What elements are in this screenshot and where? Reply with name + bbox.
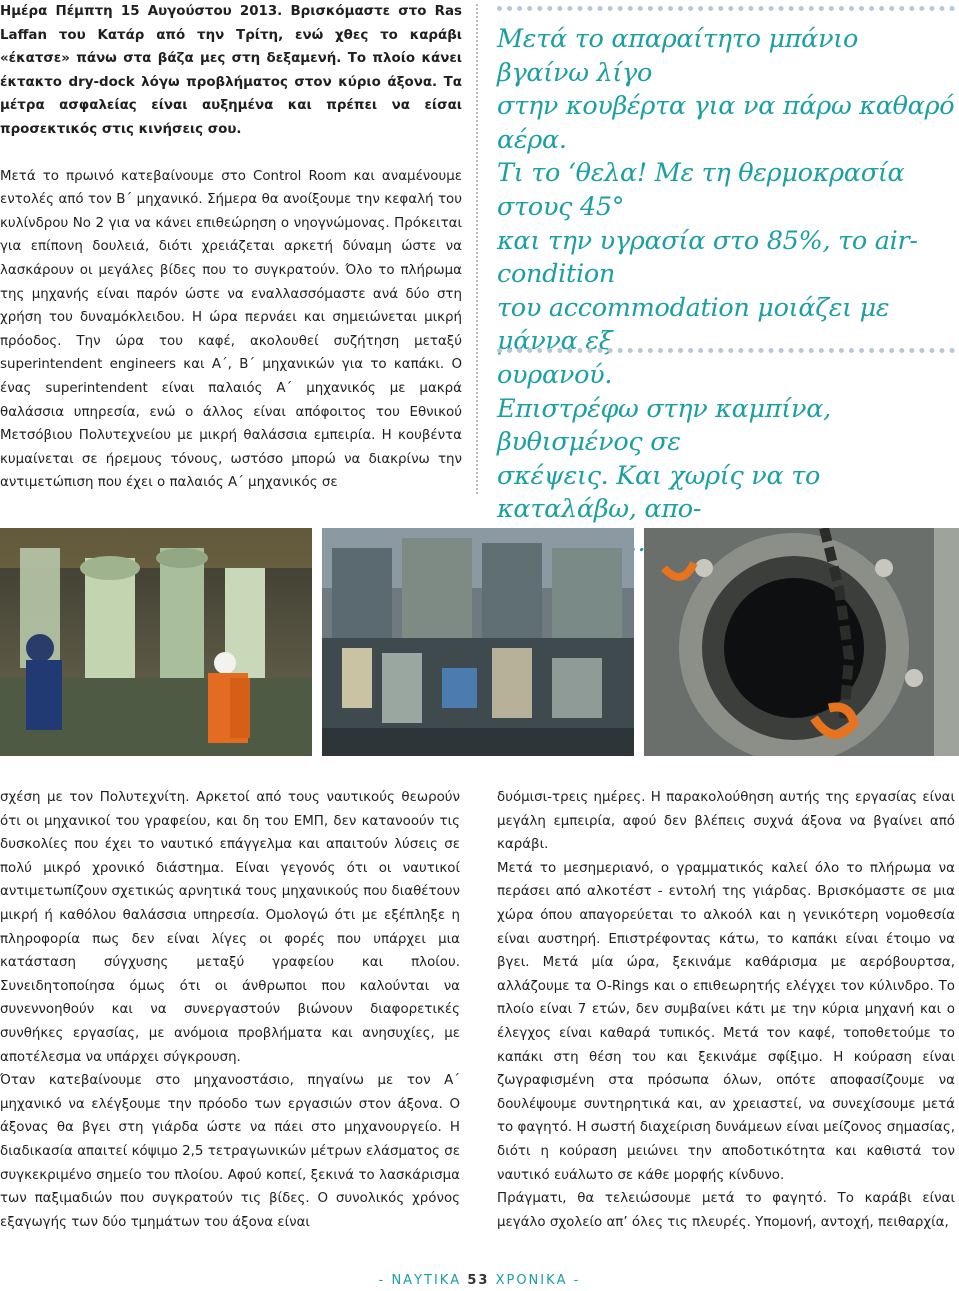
quote-bottom-dots bbox=[497, 348, 955, 353]
page-footer bbox=[0, 1273, 959, 1288]
quote-line: στην κουβέρτα για να πάρω καθαρό αέρα. bbox=[497, 91, 955, 155]
quote-line: Επιστρέφω στην καμπίνα, βυθισμένος σε bbox=[497, 393, 831, 458]
quote-line: ουρανού. bbox=[497, 359, 613, 390]
quote-line: και την υγρασία στο 85%, το air-condition bbox=[497, 225, 918, 290]
body-paragraph: Μετά το πρωινό κατεβαίνουμε στο Control Room και αναμένουμε εντολές από τον Β΄ μηχανικό. Σήμερα θα ανοίξουμε την κεφαλή του κυλίνδρου Νο 2 για να κάνει επιθεώρηση ο νηογνώμονας. Πρόκειται για επίπονη δουλειά, διότι χρειάζεται αρκετή δύναμη ώστε να λασκάρουν οι μεγάλες βίδες που το συγκρατούν. Όλο το πλήρωμα της μηχανής είναι παρόν ώστε να εναλλασσόμαστε ανά δύο στη χρήση του δυναμόκλειδου. Η ώρα περνάει και σημειώνεται μικρή πρόοδος. Την ώρα του καφέ, ακολουθεί συζήτηση μεταξύ superintendent engineers και Α΄, Β΄ μηχανικών για το καπάκι. Ο ένας superintendent είναι παλαιός Α΄ μηχανικός με μακρά θαλάσσια υπηρεσία, ενώ ο άλλος είναι απόφοιτος του Εθνικού Μετσόβιου Πολυτεχνείου με μικρή θαλάσσια εμπειρία. Η κουβέντα κυμαίνεται σε ήρεμους τόνους, ωστόσο μπορώ να διακρίνω την αντιμετώπιση που έχει ο παλαιός Α΄ μηχανικός σε bbox=[0, 168, 462, 491]
pull-quote bbox=[497, 6, 955, 525]
engine-room-photo bbox=[322, 528, 634, 756]
paragraph: δυόμισι-τρεις ημέρες. Η παρακολούθηση αυτής της εργασίας είναι μεγάλη εμπειρία, αφού δεν βλέπεις συχνά άξονα να βγαίνει από καράβι. bbox=[497, 790, 955, 853]
quote-line: Τι το ‘θελα! Με τη θερμοκρασία στους 45° bbox=[497, 158, 905, 222]
paragraph: σχέση με τον Πολυτεχνίτη. Αρκετοί από τους ναυτικούς θεωρούν ότι οι μηχανικοί του γραφείου, και δη του ΕΜΠ, δεν κατανοούν τις δυσκολίες που έχει το ναυτικό επάγγελμα και απαιτούν λύσεις σε πολύ μικρό χρονικό διάστημα. Είναι γεγονός ότι οι ναυτικοί αντιμετωπίζουν σχετικώς αρνητικά τους μηχανικούς που διαθέτουν μικρή ή καθόλου θαλάσσια υπηρεσία. Ομολογώ ότι με εξέπληξε η πληροφορία πως δεν είναι λίγες οι φορές που υπάρχει μια κατάσταση σύγχυσης μεταξύ γραφείου και πλοίου. Συνειδητοποίησα όμως ότι οι άνθρωποι που καλούνται να συνεννοηθούν και να συνεργαστούν βιώνουν διαφορετικές συνθήκες εργασίας, με ανόμοια προβλήματα και ανησυχίες, με αποτέλεσμα να υπάρχει σύγκρουση. bbox=[0, 790, 460, 1065]
quote-line: του accommodation μοιάζει με μάννα εξ bbox=[497, 292, 890, 357]
photo-strip bbox=[0, 528, 959, 756]
page-number: 53 bbox=[467, 1273, 490, 1288]
quote-line: Μετά το απαραίτητο μπάνιο βγαίνω λίγο bbox=[497, 24, 859, 88]
quote-text bbox=[497, 23, 955, 561]
footer-left: - ΝΑΥΤΙΚΑ bbox=[378, 1273, 462, 1288]
paragraph: Πράγματι, θα τελειώσουμε μετά το φαγητό. Το καράβι είναι μεγάλο σχολείο απ’ όλες τις πλευρές. Υπομονή, αντοχή, πειθαρχία, bbox=[497, 1191, 955, 1230]
quote-top-dots bbox=[497, 6, 955, 11]
bottom-right-column bbox=[497, 786, 955, 1234]
footer-right: ΧΡΟΝΙΚΑ - bbox=[495, 1273, 581, 1288]
paragraph: Όταν κατεβαίνουμε στο μηχανοστάσιο, πηγαίνω με τον Α΄ μηχανικό να ελέγξουμε την πρόοδο των εργασιών στον άξονα. Ο άξονας θα βγει στη γιάρδα ώστε να πάει στο μηχανουργείο. Η διαδικασία απαιτεί κόψιμο 2,5 τετραγωνικών μέτρων ελάσματος σε συγκεκριμένο σημείο του πλοίου. Αφού κοπεί, ξεκινά το λασκάρισμα των παξιμαδιών που συγκρατούν τις βίδες. Ο συνολικός χρόνος εξαγωγής των δύο τμημάτων του άξονα είναι bbox=[0, 1073, 460, 1230]
cylinder-chains-photo bbox=[644, 528, 959, 756]
bottom-left-column bbox=[0, 786, 460, 1234]
vertical-divider bbox=[476, 4, 478, 494]
quote-line: σκέψεις. Και χωρίς να το καταλάβω, απο- bbox=[497, 460, 821, 525]
engine-crew-photo bbox=[0, 528, 312, 756]
paragraph: Μετά το μεσημεριανό, ο γραμματικός καλεί όλο το πλήρωμα να περάσει από αλκοτέστ - εντολή της γιάρδας. Βρισκόμαστε σε μια χώρα όπου απαγορεύεται το αλκοόλ και η γενικότερη νομοθεσία είναι αυστηρή. Επιστρέφοντας κάτω, το καπάκι είναι έτοιμο να βγει. Μετά μία ώρα, ξεκινάμε καθάρισμα με αερόβουρτσα, αλλάζουμε τα O-Rings και ο επιθεωρητής ελέγχει τον κύλινδρο. Το πλοίο είναι 7 ετών, δεν συμβαίνει κάτι με την κύρια μηχανή και ο έλεγχος είναι καθαρά τυπικός. Μετά τον καφέ, τοποθετούμε το καπάκι στη θέση του και ξεκινάμε σφίξιμο. Η κούραση είναι ζωγραφισμένη στα πρόσωπα όλων, οπότε αποφασίζουμε να δουλέψουμε συντηρητικά και, αν χρειαστεί, να συνεχίσουμε μετά το φαγητό. Η σωστή διαχείριση δυνάμεων είναι μείζονος σημασίας, διότι η κούραση μειώνει την αποδοτικότητα και καθιστά τον ναυτικό ευάλωτο σε κάθε μορφής κίνδυνο. bbox=[497, 860, 955, 1183]
top-left-column bbox=[0, 0, 462, 495]
intro-paragraph: Ημέρα Πέμπτη 15 Αυγούστου 2013. Βρισκόμαστε στο Ras Laffan του Κατάρ από την Τρίτη, ενώ χθες το καράβι «έκατσε» πάνω στα βάζα μες στη δεξαμενή. Το πλοίο κάνει έκτακτο dry-dock λόγω προβλήματος στον κύριο άξονα. Τα μέτρα ασφαλείας είναι αυξημένα και πρέπει να είσαι προσεκτικός στις κινήσεις σου. bbox=[0, 4, 462, 137]
